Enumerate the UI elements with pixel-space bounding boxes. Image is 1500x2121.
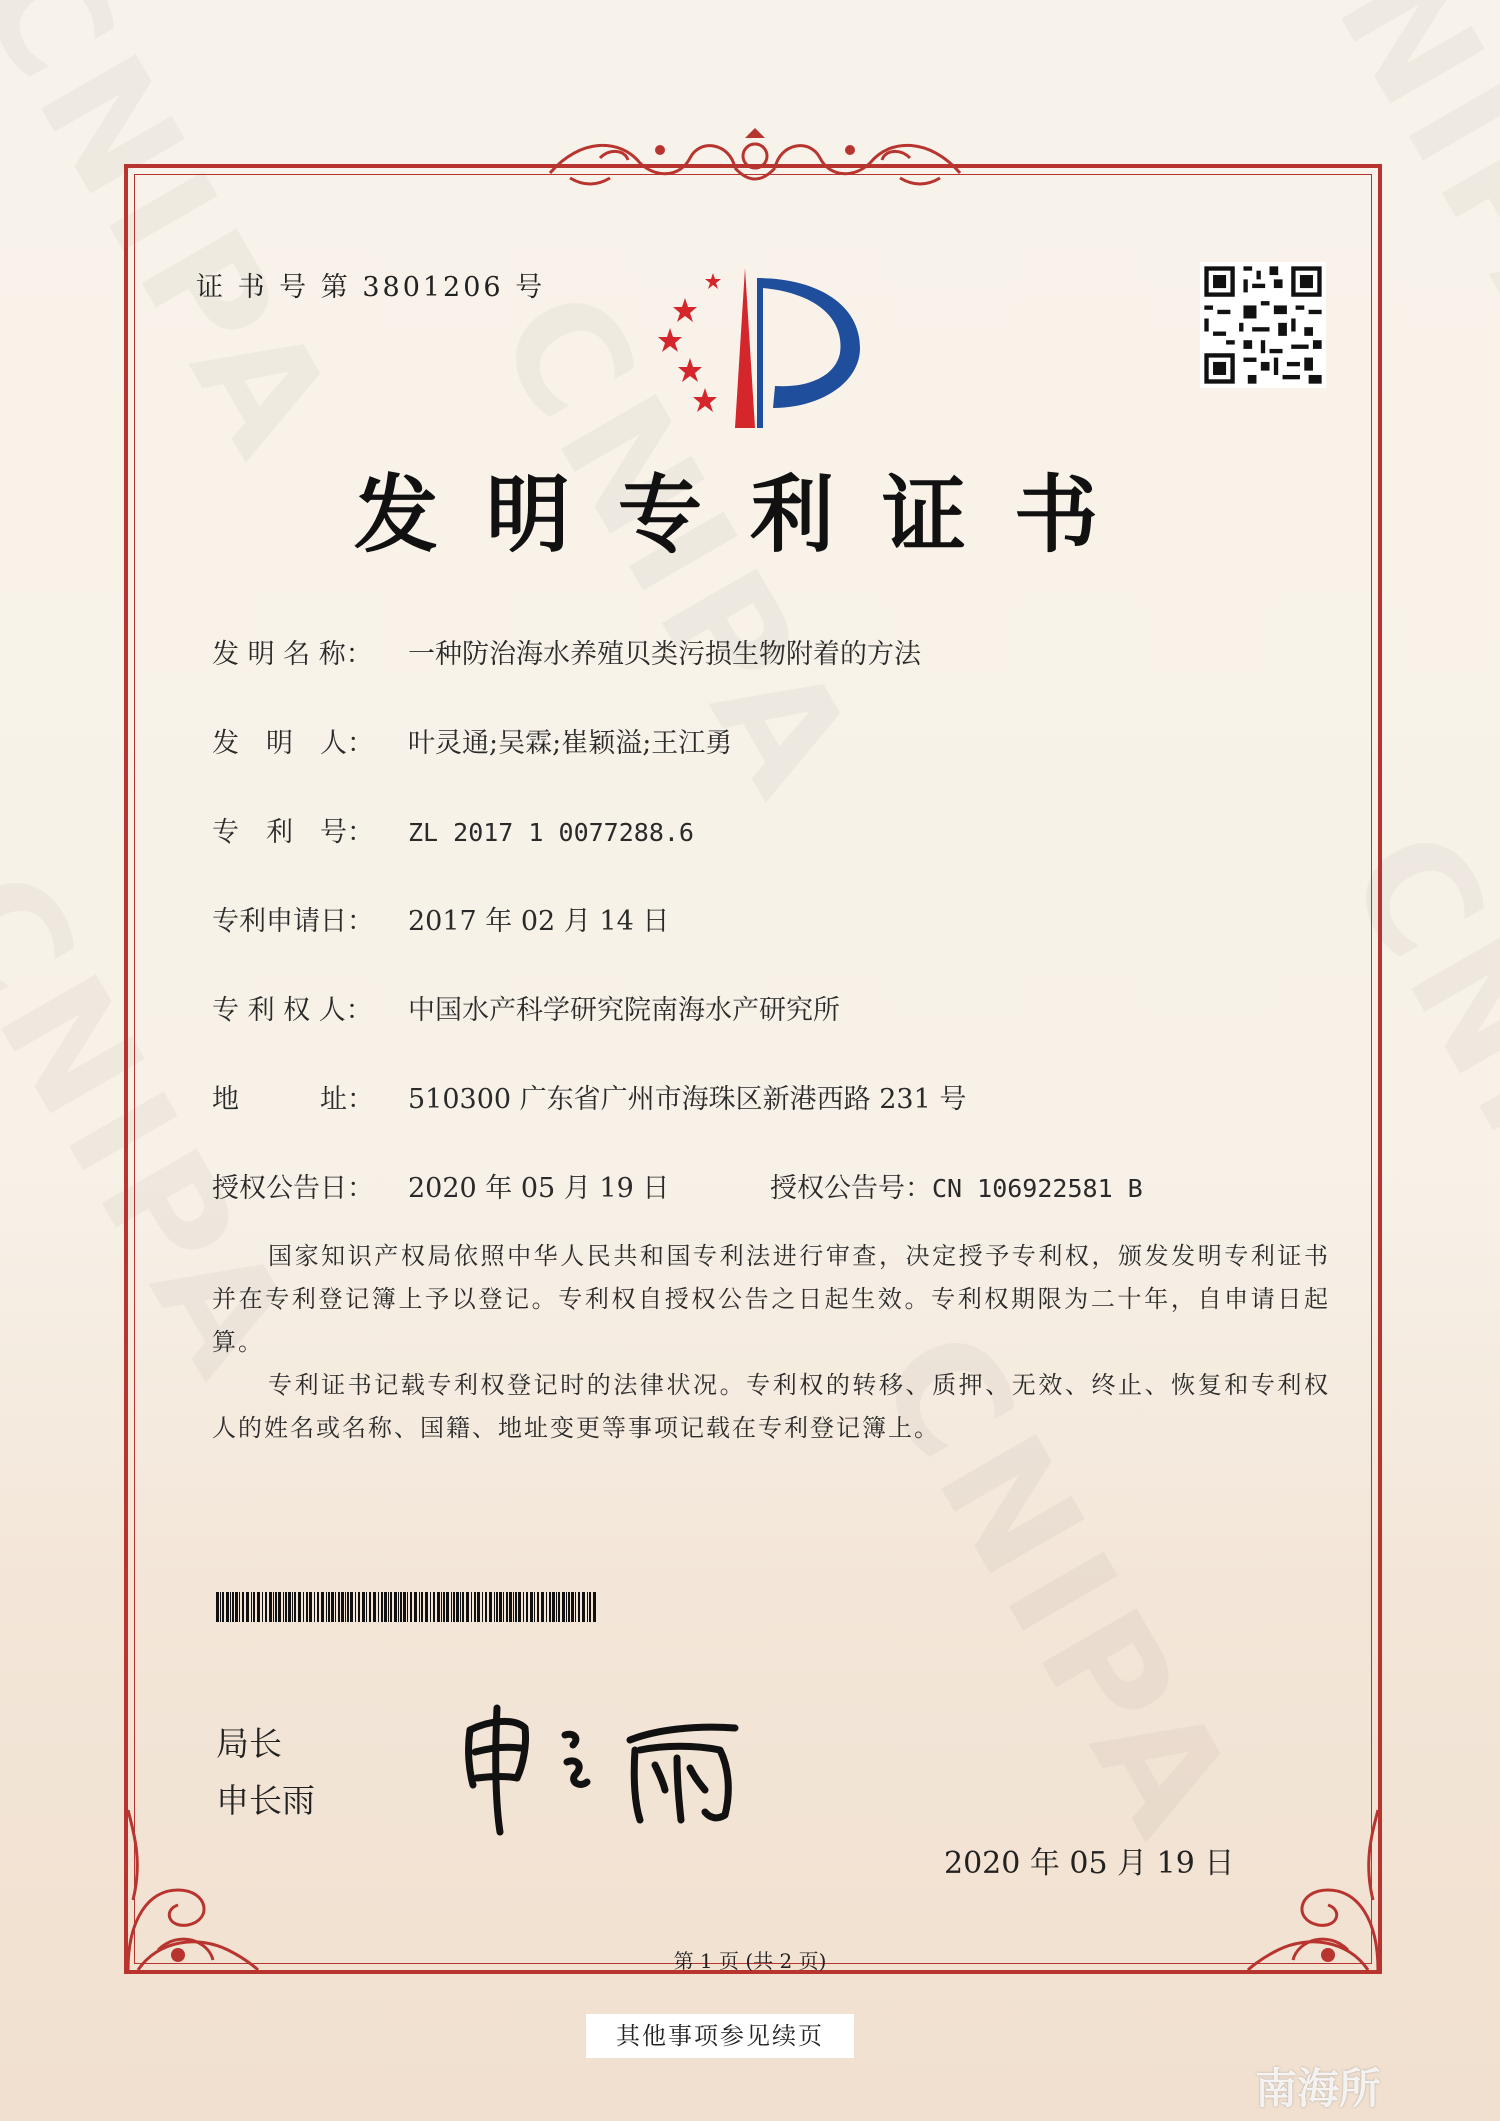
barcode-bar [328, 1592, 330, 1622]
barcode-bar [437, 1592, 440, 1622]
handwritten-signature [455, 1690, 785, 1840]
barcode-bar [503, 1592, 504, 1622]
barcode-bar [466, 1592, 469, 1622]
barcode-bar [394, 1592, 397, 1622]
field-value: ZL 2017 1 0077288.6 [408, 818, 694, 847]
barcode-bar [216, 1592, 219, 1622]
cnipa-logo [645, 258, 875, 438]
barcode-bar [242, 1592, 244, 1622]
barcode-bar [253, 1592, 255, 1622]
brand-watermark: 南海所 [1255, 2064, 1382, 2113]
barcode-bar [582, 1592, 585, 1622]
barcode-bar [489, 1592, 492, 1622]
barcode-bar [273, 1592, 274, 1622]
field-announcement-number [770, 1166, 1143, 1205]
certificate-number-value: 3801206 [362, 272, 504, 303]
barcode-bar [443, 1592, 445, 1622]
barcode-bar [257, 1592, 260, 1622]
barcode-bar [589, 1592, 591, 1622]
barcode-bar [275, 1592, 277, 1622]
barcode-bar [477, 1592, 480, 1622]
barcode-bar [410, 1592, 412, 1622]
barcode-bar [482, 1592, 483, 1622]
barcode-bar [288, 1592, 291, 1622]
field-application-date [212, 899, 669, 938]
signature-date: 2020 年 05 月 19 日 [944, 1846, 1235, 1881]
barcode-bar [425, 1592, 428, 1622]
barcode-bar [546, 1592, 547, 1622]
field-patentee [212, 988, 840, 1027]
certificate-number-label: 证 书 号 第 [196, 272, 351, 303]
barcode-bar [558, 1592, 560, 1622]
barcode-bar [433, 1592, 435, 1622]
barcode-bar [317, 1592, 319, 1622]
barcode [216, 1592, 596, 1622]
barcode-bar [421, 1592, 423, 1622]
barcode-bar [366, 1592, 367, 1622]
barcode-bar [456, 1592, 459, 1622]
barcode-bar [593, 1592, 596, 1622]
field-label: 发 明 名 称： [212, 639, 373, 670]
barcode-bar [350, 1592, 353, 1622]
field-label: 专 利 权 人： [212, 995, 373, 1026]
barcode-bar [398, 1592, 399, 1622]
barcode-bar [285, 1592, 287, 1622]
barcode-bar [362, 1592, 365, 1622]
barcode-bar [331, 1592, 334, 1622]
statement-paragraph: 专利证书记载专利权登记时的法律状况。专利权的转移、质押、无效、终止、恢复和专利权人的姓名或名称、国籍、地址变更等事项记载在专利登记簿上。 [212, 1371, 1330, 1442]
field-invention-name [212, 632, 921, 671]
barcode-bar [373, 1592, 376, 1622]
barcode-bar [239, 1592, 240, 1622]
barcode-bar [326, 1592, 327, 1622]
barcode-bar [453, 1592, 455, 1622]
barcode-bar [407, 1592, 408, 1622]
field-value: 中国水产科学研究院南海水产研究所 [408, 995, 840, 1026]
field-label: 授权公告日： [212, 1173, 374, 1204]
barcode-bar [283, 1592, 284, 1622]
barcode-bar [341, 1592, 344, 1622]
barcode-bar [568, 1592, 570, 1622]
barcode-bar [335, 1592, 336, 1622]
field-label: 发 明 人： [212, 728, 374, 759]
barcode-bar [292, 1592, 293, 1622]
barcode-bar [388, 1592, 389, 1622]
barcode-bar [446, 1592, 449, 1622]
barcode-bar [534, 1592, 535, 1622]
field-value: 510300 广东省广州市海珠区新港西路 231 号 [408, 1084, 967, 1115]
barcode-bar [571, 1592, 574, 1622]
barcode-bar [575, 1592, 576, 1622]
barcode-bar [403, 1592, 406, 1622]
barcode-bar [485, 1592, 487, 1622]
qr-code [1200, 262, 1326, 388]
barcode-bar [345, 1592, 346, 1622]
barcode-bar [523, 1592, 524, 1622]
barcode-bar [441, 1592, 442, 1622]
barcode-bar [390, 1592, 392, 1622]
barcode-bar [530, 1592, 533, 1622]
field-label: 专利申请日： [212, 906, 374, 937]
barcode-bar [384, 1592, 387, 1622]
field-value: 2020 年 05 月 19 日 [408, 1173, 670, 1204]
barcode-bar [451, 1592, 452, 1622]
barcode-bar [222, 1592, 224, 1622]
barcode-bar [549, 1592, 551, 1622]
page-title: 发明专利证书 [353, 465, 1146, 564]
barcode-bar [232, 1592, 234, 1622]
director-title: 局长 [216, 1724, 282, 1763]
barcode-bar [378, 1592, 379, 1622]
top-ornament [540, 128, 970, 198]
barcode-bar [262, 1592, 263, 1622]
barcode-bar [419, 1592, 420, 1622]
barcode-bar [235, 1592, 238, 1622]
certificate-number-suffix: 号 [515, 272, 546, 303]
field-value: 一种防治海水养殖贝类污损生物附着的方法 [408, 639, 921, 670]
barcode-bar [303, 1592, 304, 1622]
barcode-bar [509, 1592, 512, 1622]
field-value: CN 106922581 B [932, 1174, 1143, 1203]
barcode-bar [578, 1592, 580, 1622]
barcode-bar [269, 1592, 272, 1622]
barcode-bar [474, 1592, 476, 1622]
barcode-bar [430, 1592, 431, 1622]
barcode-bar [278, 1592, 281, 1622]
barcode-bar [294, 1592, 296, 1622]
barcode-bar [556, 1592, 557, 1622]
barcode-bar [494, 1592, 495, 1622]
barcode-bar [369, 1592, 371, 1622]
barcode-bar [314, 1592, 315, 1622]
barcode-bar [347, 1592, 349, 1622]
continuation-note: 其他事项参见续页 [586, 2014, 854, 2058]
field-patent-number [212, 810, 694, 849]
barcode-bar [526, 1592, 528, 1622]
field-value: 2017 年 02 月 14 日 [408, 906, 670, 937]
barcode-bar [587, 1592, 588, 1622]
barcode-bar [321, 1592, 324, 1622]
barcode-bar [338, 1592, 340, 1622]
barcode-bar [462, 1592, 464, 1622]
statement-paragraph: 国家知识产权局依照中华人民共和国专利法进行审查，决定授予专利权，颁发发明专利证书并在专利登记簿上予以登记。专利权自授权公告之日起生效。专利权期限为二十年，自申请日起算。 [212, 1242, 1330, 1356]
field-label: 地 址： [212, 1084, 374, 1115]
barcode-bar [298, 1592, 301, 1622]
barcode-bar [230, 1592, 231, 1622]
barcode-bar [515, 1592, 517, 1622]
barcode-bar [513, 1592, 514, 1622]
field-grant-date [212, 1166, 669, 1205]
barcode-bar [400, 1592, 402, 1622]
barcode-bar [562, 1592, 565, 1622]
barcode-bar [496, 1592, 498, 1622]
barcode-bar [506, 1592, 508, 1622]
barcode-bar [251, 1592, 252, 1622]
barcode-bar [246, 1592, 249, 1622]
barcode-bar [471, 1592, 472, 1622]
field-label: 专 利 号： [212, 817, 374, 848]
field-value: 叶灵通;吴霖;崔颖溢;王江勇 [408, 728, 733, 759]
barcode-bar [552, 1592, 555, 1622]
barcode-bar [306, 1592, 308, 1622]
barcode-bar [220, 1592, 221, 1622]
field-inventors [212, 721, 732, 760]
barcode-bar [226, 1592, 229, 1622]
barcode-bar [265, 1592, 267, 1622]
barcode-bar [355, 1592, 356, 1622]
barcode-bar [541, 1592, 544, 1622]
field-label: 授权公告号： [770, 1173, 932, 1204]
barcode-bar [537, 1592, 539, 1622]
barcode-bar [566, 1592, 567, 1622]
director-name: 申长雨 [216, 1781, 315, 1820]
barcode-bar [460, 1592, 461, 1622]
barcode-bar [414, 1592, 417, 1622]
page-number: 第 1 页 (共 2 页) [673, 1949, 827, 1973]
barcode-bar [358, 1592, 360, 1622]
barcode-bar [499, 1592, 502, 1622]
barcode-bar [309, 1592, 312, 1622]
barcode-bar [518, 1592, 521, 1622]
field-address [212, 1077, 966, 1116]
certificate-number [196, 265, 545, 304]
barcode-bar [381, 1592, 383, 1622]
